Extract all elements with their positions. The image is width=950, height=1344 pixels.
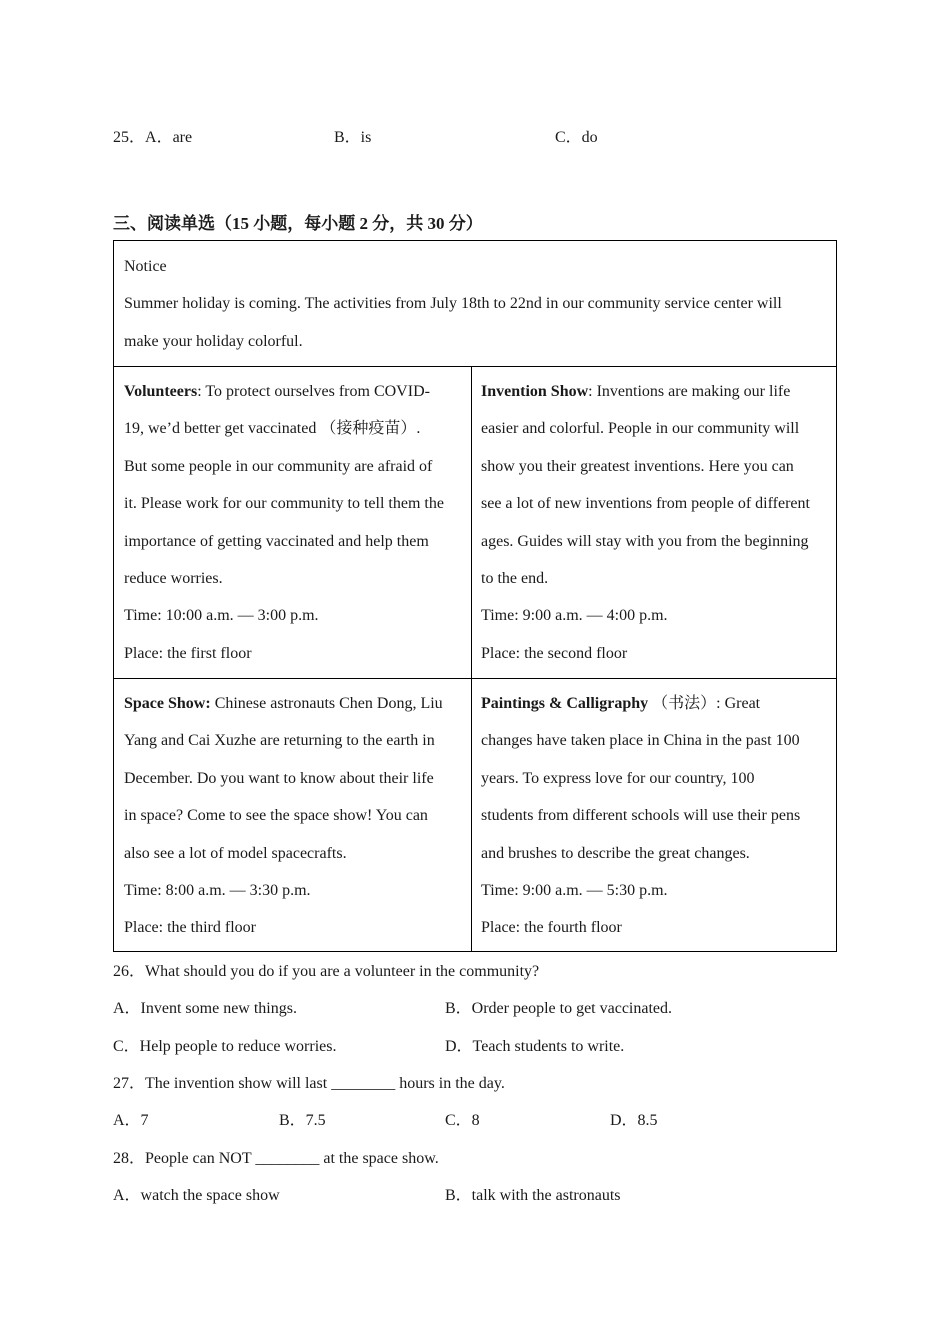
space-text-4: in space? Come to see the space show! You can (124, 807, 428, 825)
space-show-cell (114, 685, 471, 947)
space-text-1: Chinese astronauts Chen Dong, Liu (210, 695, 443, 712)
section-title: 三、阅读单选（15 小题，每小题 2 分，共 30 分） (113, 214, 483, 233)
table-divider-2 (114, 678, 836, 679)
q26-stem: 26．What should you do if you are a volunteer in the community? (113, 963, 540, 980)
q25-option-a: A．are (145, 129, 193, 146)
invention-label: Invention Show (481, 383, 589, 400)
q27-option-a: A．7 (113, 1112, 149, 1129)
paintings-text-3: years. To express love for our country, 100 (481, 769, 755, 787)
q26-option-a: A．Invent some new things. (113, 1000, 297, 1017)
paintings-text-1: （书法）: Great (648, 695, 761, 712)
volunteers-text-3: But some people in our community are afraid of (124, 457, 433, 475)
space-time: Time: 8:00 a.m. — 3:30 p.m. (124, 882, 311, 900)
table-divider-1 (114, 366, 836, 367)
paintings-time: Time: 9:00 a.m. — 5:30 p.m. (481, 882, 668, 900)
invention-time: Time: 9:00 a.m. — 4:00 p.m. (481, 607, 668, 625)
invention-cell (471, 373, 836, 672)
paintings-cell (471, 685, 836, 947)
q28-stem: 28．People can NOT ________ at the space show. (113, 1150, 439, 1167)
notice-heading: Notice (124, 258, 167, 275)
notice-header-cell (114, 248, 836, 360)
invention-text-3: show you their greatest inventions. Here you can (481, 457, 794, 475)
invention-text-6: to the end. (481, 570, 549, 588)
q25-number: 25． (113, 129, 146, 146)
volunteers-text-6: reduce worries. (124, 570, 223, 588)
q26-option-c: C．Help people to reduce worries. (113, 1038, 337, 1055)
q25-option-b: B．is (334, 129, 372, 146)
q25-number-and-option-a (113, 124, 192, 147)
invention-text-2: easier and colorful. People in our community will (481, 420, 800, 438)
q28-option-a: A．watch the space show (113, 1187, 280, 1204)
space-text-3: December. Do you want to know about their life (124, 769, 434, 787)
notice-intro-line2: make your holiday colorful. (124, 332, 303, 350)
q27-option-b: B．7.5 (279, 1112, 326, 1129)
paintings-text-2: changes have taken place in China in the past 100 (481, 732, 800, 750)
invention-place: Place: the second floor (481, 644, 628, 662)
paintings-text-5: and brushes to describe the great changes. (481, 844, 750, 862)
notice-table (113, 240, 837, 952)
volunteers-place: Place: the first floor (124, 644, 252, 662)
space-place: Place: the third floor (124, 919, 256, 937)
q28-option-b: B．talk with the astronauts (445, 1187, 621, 1204)
volunteers-text-1: : To protect ourselves from COVID- (197, 383, 430, 400)
notice-intro-line1: Summer holiday is coming. The activities from July 18th to 22nd in our community service center will (124, 295, 782, 313)
invention-text-1: : Inventions are making our life (588, 383, 791, 400)
space-label: Space Show: (124, 695, 211, 712)
volunteers-label: Volunteers (124, 383, 198, 400)
volunteers-text-5: importance of getting vaccinated and help them (124, 532, 429, 550)
volunteers-text-4: it. Please work for our community to tell them the (124, 495, 444, 513)
q26-option-b: B．Order people to get vaccinated. (445, 1000, 673, 1017)
invention-text-5: ages. Guides will stay with you from the beginning (481, 532, 809, 550)
invention-text-4: see a lot of new inventions from people of different (481, 495, 810, 513)
volunteers-text-2: 19, we’d better get vaccinated （接种疫苗）. (124, 420, 421, 438)
paintings-text-4: students from different schools will use their pens (481, 807, 801, 825)
space-text-5: also see a lot of model spacecrafts. (124, 844, 347, 862)
paintings-label: Paintings & Calligraphy (481, 695, 649, 712)
volunteers-time: Time: 10:00 a.m. — 3:00 p.m. (124, 607, 319, 625)
q27-option-c: C．8 (445, 1112, 480, 1129)
space-text-2: Yang and Cai Xuzhe are returning to the earth in (124, 732, 435, 750)
q27-stem: 27．The invention show will last ________ hours in the day. (113, 1075, 505, 1092)
q26-option-d: D．Teach students to write. (445, 1038, 625, 1055)
q27-option-d: D．8.5 (610, 1112, 658, 1129)
q25-option-c: C．do (555, 129, 598, 146)
paintings-place: Place: the fourth floor (481, 919, 622, 937)
volunteers-cell (114, 373, 471, 672)
